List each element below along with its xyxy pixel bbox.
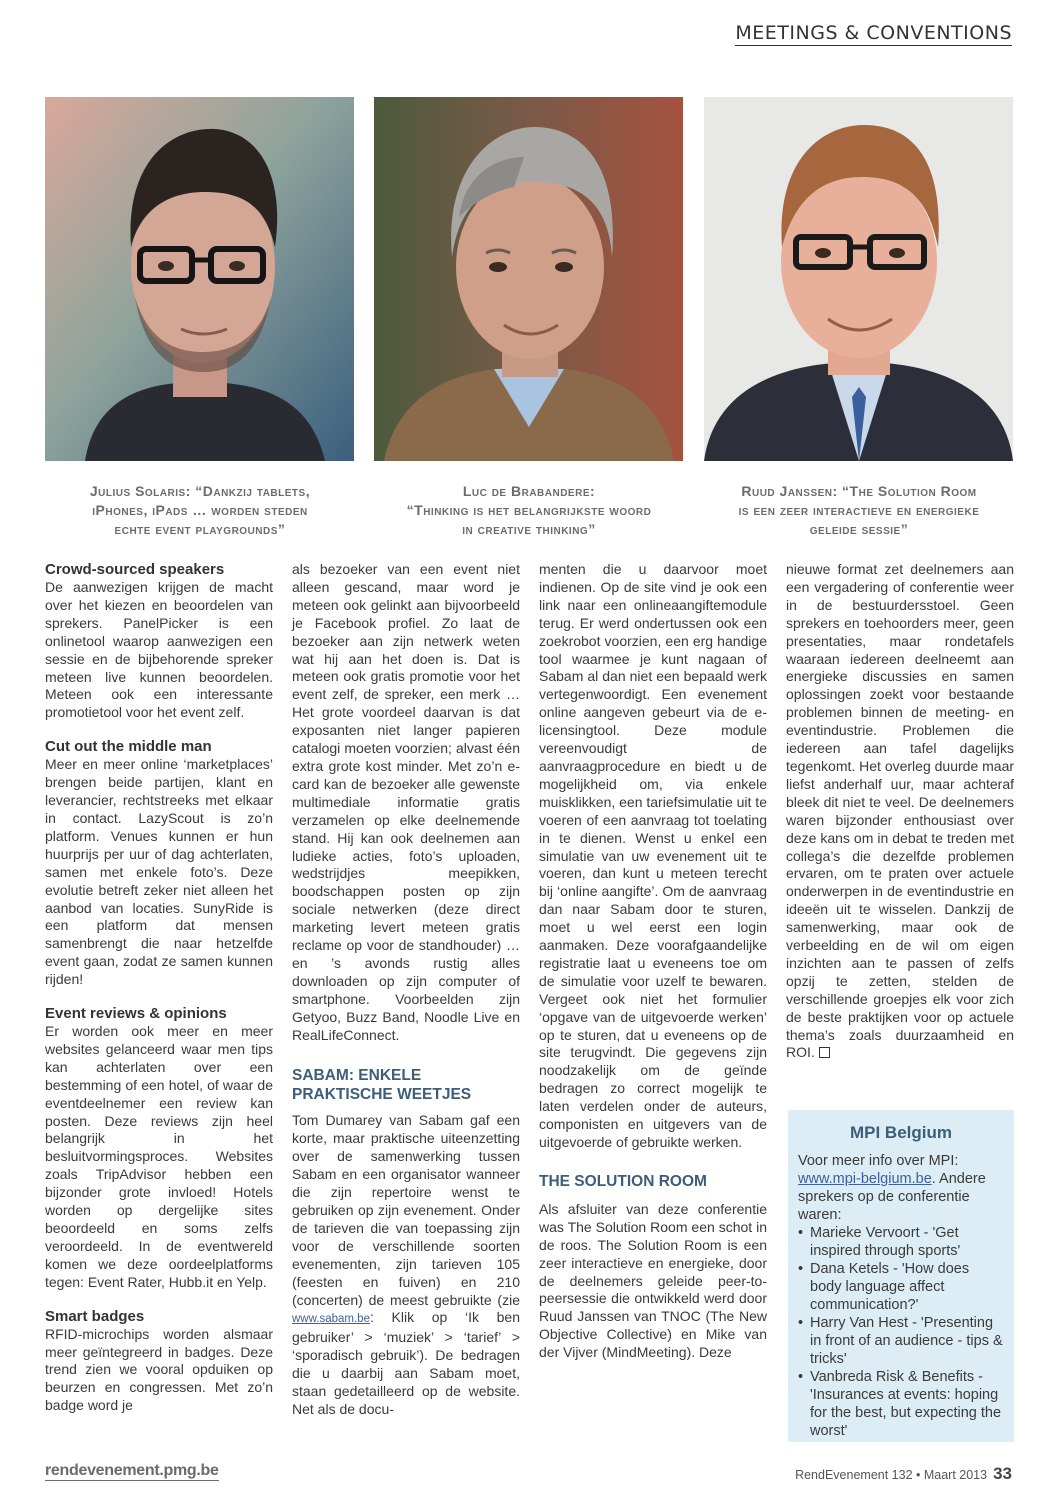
section-title: MEETINGS & CONVENTIONS	[735, 22, 1012, 44]
photo-luc-de-brabandere	[374, 97, 683, 461]
list-item: • Vanbreda Risk & Benefits - 'Insurances at events: hoping for the best, but expecting the worst'	[798, 1368, 1004, 1440]
subheading-crowd-sourced: Crowd-sourced speakers	[45, 561, 225, 578]
heading-solution-room: THE SOLUTION ROOM	[539, 1172, 707, 1190]
caption-line: iPhones, iPads … worden steden	[92, 502, 308, 518]
footer-issue	[795, 1464, 1012, 1484]
text-span: : Klik op ‘Ik ben gebruiker’ > ‘muziek’ > ‘tarief’ > ‘sporadisch gebruik’). De bedragen die u daarbij aan Sabam moet, staan gedetailleerd op de website. Net als de docu-	[292, 1309, 520, 1417]
text-span: Tom Dumarey van Sabam gaf een korte, maar praktische uiteenzetting over de samenwerking tussen Sabam en een organisator wanneer die zijn repertoire wenst te gebruiken op zijn evenement. Onder de tarieven die van toepassing zijn voor de verschillende soorten evenementen, zijn tarieven 105 (feesten en fuiven) en 210 (concerten) de meest gebruikte (zie	[292, 1112, 520, 1308]
article-column-3	[539, 561, 767, 1362]
end-mark-icon	[819, 1047, 830, 1058]
paragraph: menten die u daarvoor moet indienen. Op de site vind je ook een link naar een onlineaangiftemodule terug. Er werd ondertussen ook een zoekrobot voorzien, een erg handige tool waarmee je kunt nagaan of Sabam al dan niet een bepaald werk vertegenwoordigt. Een evenement online aangeven gebeurt via de e-licensingtool. Deze module vereenvoudigt de aanvraagprocedure en biedt u de mogelijkheid om, via enkele muisklikken, een tariefsimulatie uit te voeren of een aanvraag tot toelating in te dienen. Wenst u enkel een simulatie van uw evenement uit te voeren, dan kunt u meteen terecht bij ‘online aangifte’. Om de aanvraag dan naar Sabam door te sturen, moet u wel eerst een login aanmaken. Deze voorafgaandelijke registratie laat u eveneens toe om de simulatie voor uzelf te bewaren. Vergeet ook niet het formulier ‘opgave van de uitgevoerde werken’ op te sturen, dat u eveneens op de site terugvindt. Die gegevens zijn noodzakelijk om de geïnde bedragen zo correct mogelijk te laten verdelen onder de auteurs, componisten en uitgevers van de uitgevoerde of gebruikte werken.	[539, 561, 767, 1150]
caption-line: “Thinking is het belangrijkste woord	[406, 502, 652, 518]
issue-text: RendEvenement 132 • Maart 2013	[795, 1468, 988, 1482]
paragraph: De aanwezigen krijgen de macht over het kiezen en beoordelen van sprekers. PanelPicker is een onlinetool waarop aanwezigen een sessie en de bijbehorende spreker meteen live kunnen beoordelen. Meteen ook een interessante promotietool voor het event zelf.	[45, 579, 273, 721]
caption-line: in creative thinking”	[462, 521, 596, 537]
article-column-2	[292, 561, 520, 1419]
heading-sabam	[292, 1066, 520, 1104]
text-span: . Andere sprekers op de conferentie waren:	[798, 1171, 986, 1223]
subheading-smart-badges: Smart badges	[45, 1307, 145, 1325]
text-span: nieuwe format zet deelnemers aan een vergadering of conferentie weer in de bestuurdersstoel. Geen sprekers en toehoorders meer, geen presentaties, maar rondetafels waaraan iedereen deelneemt aan energieke discussies en samen oplossingen zoekt voor bestaande problemen binnen de meeting- en eventindustrie. Problemen die iedereen aan tafel dagelijks tegenkomt. Het overleg duurde maar liefst anderhalf uur, maar achteraf bleek dit niet te veel. De deelnemers waren bijzonder enthousiast over deze kans om in debat te treden met collega’s die dezelfde problemen ervaren, om te praten over actuele onderwerpen in de eventindustrie en ideeën uit te wisselen. Dankzij de samenwerking, maar ook de verbeelding en de wil om eigen inzichten aan te passen of zelfs opzij te zetten, stelden de verschillende groepjes elk voor zich de beste praktijken voor op actuele thema’s zoals duurzaamheid en ROI.	[786, 561, 1015, 1061]
mpi-title: MPI Belgium	[849, 1123, 952, 1142]
caption-luc-de-brabandere	[374, 482, 684, 539]
caption-ruud-janssen	[704, 482, 1014, 539]
mpi-intro	[798, 1152, 1004, 1224]
heading-line: PRAKTISCHE WEETJES	[292, 1086, 472, 1104]
caption-line: Julius Solaris: “Dankzij tablets,	[89, 483, 311, 499]
list-item: • Dana Ketels - 'How does body language affect communication?'	[798, 1260, 1004, 1314]
page-number: 33	[993, 1464, 1012, 1483]
list-item: • Harry Van Hest - 'Presenting in front of an audience - tips & tricks'	[798, 1314, 1004, 1368]
subheading-event-reviews: Event reviews & opinions	[45, 1005, 227, 1023]
paragraph	[786, 561, 1014, 1062]
paragraph: Als afsluiter van deze conferentie was The Solution Room een schot in de roos. The Solution Room is een zeer interactieve en energieke, door de deelnemers geleide peer-to-peersessie die ontwikkeld werd door Ruud Janssen van TNOC (The New Objective Collective) en Mike van der Vijver (MindMeeting). Deze	[539, 1200, 767, 1361]
sabam-link[interactable]: www.sabam.be	[292, 1313, 370, 1326]
caption-julius-solaris	[45, 482, 355, 539]
photo-ruud-janssen	[704, 97, 1013, 461]
article-column-1	[45, 561, 273, 1415]
article-column-4	[786, 561, 1014, 1062]
subheading-middle-man: Cut out the middle man	[45, 738, 212, 756]
footer-site-link[interactable]: rendevenement.pmg.be	[45, 1462, 219, 1479]
photo-julius-solaris	[45, 97, 354, 461]
caption-line: Luc de Brabandere:	[462, 483, 596, 499]
paragraph	[292, 1112, 520, 1418]
mpi-link[interactable]: www.mpi-belgium.be	[798, 1171, 932, 1187]
mpi-info-box	[788, 1110, 1014, 1442]
paragraph: Meer en meer online ‘marketplaces’ brengen beide partijen, klant en leverancier, rechtstreeks met elkaar in contact. LazyScout is zo’n platform. Venues kunnen er hun huurprijs per uur of dag achterlaten, samen met enkele foto’s. Deze evolutie betreft zeker niet alleen het aanbod van locaties. SunyRide is een platform dat mensen samenbrengt die naar hetzelfde event gaan, zodat ze samen kunnen rijden!	[45, 756, 273, 988]
caption-line: is een zeer interactieve en energieke	[738, 502, 980, 518]
caption-line: Ruud Janssen: “The Solution Room	[741, 483, 977, 499]
text-span: Voor meer info over MPI:	[798, 1153, 959, 1169]
speaker-list	[798, 1224, 1004, 1440]
paragraph: RFID-microchips worden alsmaar meer geïntegreerd in badges. Deze trend zien we vooral opduiken op beurzen en congressen. Met zo’n badge word je	[45, 1325, 273, 1414]
paragraph: Er worden ook meer en meer websites gelanceerd waar men tips kan achterlaten over een bestemming of een hotel, of waar de eventdeelnemer een review kan posten. Deze reviews zijn heel belangrijk in het besluitvormingsproces. Websites zoals TripAdvisor hebben een bijzonder grote invloed! Hotels worden op dergelijke sites beoordeeld en soms zelfs veroordeeld. In de eventwereld komen we deze oordeelplatforms tegen: Event Rater, Hubb.it en Yelp.	[45, 1023, 273, 1290]
caption-line: echte event playgrounds”	[114, 521, 286, 537]
list-item: • Marieke Vervoort - 'Get inspired through sports'	[798, 1224, 1004, 1260]
heading-line: SABAM: ENKELE	[292, 1067, 422, 1085]
caption-line: geleide sessie”	[809, 521, 909, 537]
paragraph: als bezoeker van een event niet alleen gescand, maar word je meteen ook gelinkt aan bijvoorbeeld je Facebook profiel. Zo laat de bezoeker aan zijn netwerk weten wat hij aan het doen is. Dat is meteen ook gratis promotie voor het event zelf, de spreker, een merk … Het grote voordeel daarvan is dat exposanten niet langer papieren catalogi moeten voorzien; alvast één extra grote kost minder. Met zo’n e-card kan de bezoeker alle gewenste multimediale informatie gratis verzamelen op elke deelnemende stand. Hij kan ook deelnemen aan ludieke acties, foto’s uploaden, wedstrijdjes meepikken, boodschappen posten op zijn sociale netwerken (deze direct marketing levert meteen gratis reclame op voor de standhouder) … en ’s avonds rustig alles downloaden op zijn computer of smartphone. Voorbeelden zijn Getyoo, Buzz Band, Noodle Live en RealLifeConnect.	[292, 561, 520, 1043]
